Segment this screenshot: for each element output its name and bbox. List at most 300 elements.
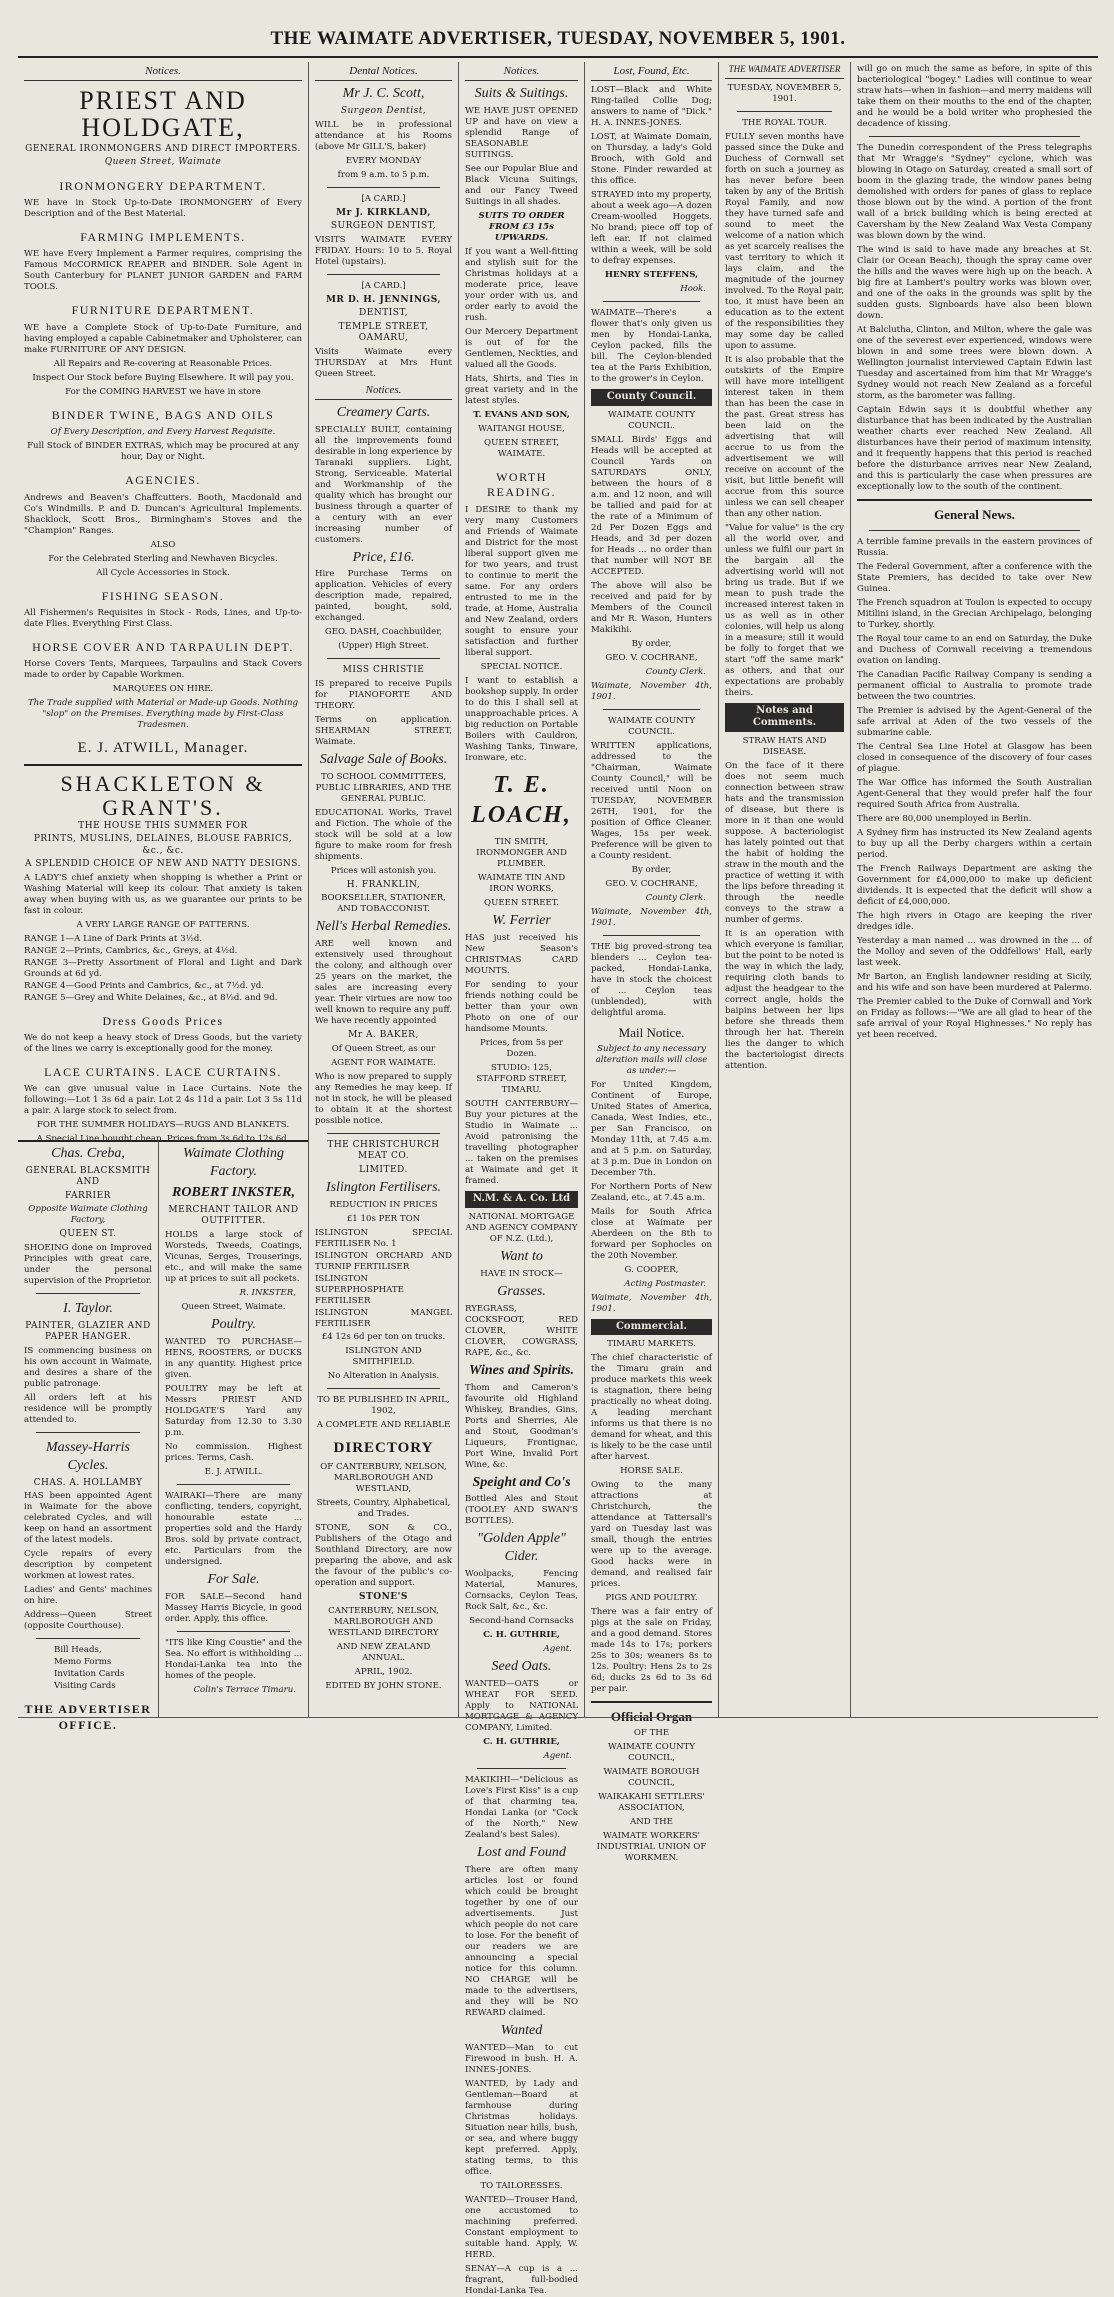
section-heading: Lost and Found <box>477 1845 566 1861</box>
section-text: Owing to the many attractions at Christchurch, the attendance at Tattersall's yard on Tuesday last was small, though the entries were up to the average. Good hacks were in demand, and realised fair prices. <box>591 1480 712 1590</box>
divider <box>36 1432 140 1433</box>
section-text: Address—Queen Street (opposite Courthouse). <box>24 1610 152 1632</box>
news-item: The Central Sea Line Hotel at Glasgow has been closed in consequence of the discovery of four cases of plague. <box>857 741 1092 774</box>
section-text: No commission. Highest prices. Terms, Cash. <box>165 1441 302 1463</box>
section-text: Opposite Waimate Clothing Factory, <box>28 1204 148 1226</box>
section-text: FOR THE SUMMER HOLIDAYS—RUGS AND BLANKETS. <box>36 1120 290 1131</box>
list-item: RANGE 3—Pretty Assortment of Floral and Light and Dark Grounds at 6d yd. <box>24 957 302 979</box>
office-footer: THE ADVERTISER OFFICE. <box>24 1702 152 1732</box>
section-text: Second-hand Cornsacks <box>469 1616 574 1627</box>
section-text: ISLINGTON AND SMITHFIELD. <box>345 1346 422 1368</box>
article-text: "Value for value" is the cry all the world over, and unless we fulfil our part in the bargain all the advertising world will not bring us trade. But if we mean to push trade the increased interest taken in us as well as in other colonies, will help us along in a measure; still it would be folly to forget that we start "off the same mark" as others, and that our expectations are probably theirs. <box>725 522 844 698</box>
section-heading: Wanted <box>500 2023 543 2039</box>
section-banner: Notes and Comments. <box>725 703 844 733</box>
section-text: LOST—Black and White Ring-tailed Collie Dog; answers to name of "Dick." H. A. INNES-JONES. <box>591 85 712 129</box>
section-text: STONE, SON & CO., Publishers of the Otago and Southland Directory, are now preparing the above, and ask the favour of the public's co-operation and support. <box>315 1523 452 1589</box>
section-text: TO BE PUBLISHED IN APRIL, 1902, <box>317 1395 450 1417</box>
divider <box>327 658 440 659</box>
news-item: The French Railways Department are asking the Government for £4,000,000 to make up deficient dividends. It is expected that the deficit will show a deficit of £4,000,000. <box>857 863 1092 907</box>
section-text: MARQUEES ON HIRE. <box>112 684 214 695</box>
price-heading: Price, £16. <box>352 549 415 565</box>
firm-name: Suits & Suitings. <box>474 86 569 102</box>
section-text: HOLDS a large stock of Worsteds, Tweeds, Coatings, Vicunas, Serges, Trouserings, etc., and will make the same up at prices to suit all pockets. <box>165 1229 302 1284</box>
section-heading: SPECIAL NOTICE. <box>480 661 563 672</box>
divider <box>869 136 1080 137</box>
section-text: POULTRY may be left at Messrs PRIEST AND HOLDGATE'S Yard any Saturday from 12.30 to 3.30 p.m. <box>165 1383 302 1438</box>
newspaper-title: THE WAIMATE ADVERTISER, TUESDAY, NOVEMBER 5, 1901. <box>270 28 846 49</box>
divider <box>603 301 700 302</box>
firm-subtitle: SURGEON DENTIST, <box>330 221 437 232</box>
signature: GEO. V. COCHRANE, <box>605 878 698 889</box>
firm-subtitle: GENERAL BLACKSMITH AND <box>25 1165 151 1188</box>
firm-subtitle: Surgeon Dentist, <box>340 105 427 116</box>
section-text: CANTERBURY, NELSON, MARLBOROUGH AND WESTLAND DIRECTORY <box>328 1606 439 1638</box>
section-text: Our Mercery Department is out of for the Gentlemen, Neckties, and valued all the Goods. <box>465 326 578 370</box>
section-text: Hats, Shirts, and Ties in great variety and in the latest styles. <box>465 373 578 406</box>
section-text: "ITS like King Coustie" and the Sea. No effort is withholding ... Hondai-Lanka tea into the homes of the people. <box>165 1637 302 1681</box>
firm-name: PRIEST AND HOLDGATE, <box>79 86 247 143</box>
firm-name: H. FRANKLIN, <box>346 879 421 890</box>
section-heading: PIGS AND POULTRY. <box>605 1593 698 1604</box>
section-text: We can give unusual value in Lace Curtains. Note the following:—Lot 1 3s 6d a pair. Lot 2 4s 11d a pair. Lot 3 5s 11d a pair. A large stock to select from. <box>24 1084 302 1117</box>
ranges-list <box>24 934 302 1004</box>
divider <box>857 499 1092 501</box>
news-item: The Premier is advised by the Agent-General of the safe arrival at Aden of the two vessels of the submarine cable. <box>857 705 1092 738</box>
list-item: RANGE 5—Grey and White Delaines, &c., at 8½d. and 9d. <box>24 992 278 1003</box>
section-heading: FURNITURE DEPARTMENT. <box>71 303 255 318</box>
divider <box>869 530 1080 531</box>
firm-address: QUEEN ST. <box>59 1229 117 1240</box>
firm-subtitle: GENERAL IRONMONGERS AND DIRECT IMPORTERS. <box>25 143 301 154</box>
section-text: Waimate, November 4th, 1901. <box>591 1292 712 1314</box>
signature: E. J. ATWILL. <box>204 1466 263 1477</box>
column-6 <box>850 62 1098 1717</box>
section-heading: Want to <box>500 1248 543 1264</box>
section-text: THE big proved-strong tea blenders ... Ceylon tea-packed, Hondai-Lanka, have in stock the choicest of ... Ceylon teas (unblended), with delightful aroma. <box>591 941 712 1018</box>
divider <box>36 1293 140 1294</box>
section-heading: Seed Oats. <box>491 1659 552 1675</box>
list-item: ISLINGTON ORCHARD AND TURNIP FERTILISER <box>315 1251 452 1273</box>
directory-heading: DIRECTORY <box>333 1440 434 1457</box>
section-text: VISITS WAIMATE EVERY FRIDAY. Hours: 10 to 5. Royal Hotel (upstairs). <box>315 234 452 267</box>
section-heading: Mail Notice. <box>618 1024 685 1040</box>
section-text: All Fishermen's Requisites in Stock - Rods, Lines, and Up-to-date Flies. Everything First Class. <box>24 607 302 629</box>
section-text: WAIMATE—There's a flower that's only given us men by Hondai-Lanka, Ceylon packed, fills the bill. The Ceylon-blended tea at the Paris Exhibition, to the grower's in Ceylon. <box>591 308 712 385</box>
firm-name: THE CHRISTCHURCH MEAT CO. <box>327 1139 440 1162</box>
list-item: Invitation Cards <box>54 1669 125 1680</box>
article-text: The Dunedin correspondent of the Press telegraphs that Mr Wragge's "Sydney" cyclone, which was blowing in Otago on Saturday, created a small sort of boom in the glazing trade, the window panes being demolished with orders for panes of glass to replace those blown out by the wind. A portion of the front wall of a brick building which is being erected at Caversham by the New Zealand Wax Vesta Company was blown down by the wind. <box>857 143 1092 241</box>
firm-name: Poultry. <box>211 1316 256 1332</box>
news-item: The high rivers in Otago are keeping the river dredges idle. <box>857 910 1092 932</box>
firm-address: Queen Street, Waimate <box>104 157 222 168</box>
firm-address: TEMPLE STREET, OAMARU, <box>338 321 429 344</box>
section-text: By order, <box>631 864 672 875</box>
firm-subtitle: FARRIER <box>65 1190 111 1201</box>
editorial-masthead: THE WAIMATE ADVERTISER <box>725 64 844 79</box>
firm-name: For Sale. <box>207 1571 260 1587</box>
firm-subtitle: A SPLENDID CHOICE OF NEW AND NATTY DESIGNS. <box>25 859 301 870</box>
firm-name: Nell's Herbal Remedies. <box>315 919 452 935</box>
section-text: WAIMATE COUNTY COUNCIL, <box>607 1741 696 1763</box>
section-text: Prices will astonish you. <box>330 865 437 876</box>
firm-name: T. E. LOACH, <box>471 771 572 829</box>
column-head: Lost, Found, Etc. <box>591 64 712 81</box>
section-heading: FARMING IMPLEMENTS. <box>80 230 246 245</box>
dentist-name: Mr J. KIRKLAND, <box>336 207 431 218</box>
section-text: GEO. DASH, Coachbuilder, <box>324 627 443 638</box>
list-item: ISLINGTON MANGEL FERTILISER <box>315 1308 452 1330</box>
column-4 <box>584 62 718 1863</box>
signature: Agent. <box>543 1751 572 1762</box>
section-text: OF CANTERBURY, NELSON, MARLBOROUGH AND WESTLAND, <box>320 1462 447 1495</box>
section-text: No Alteration in Analysis. <box>327 1371 440 1382</box>
firm-name: Salvage Sale of Books. <box>319 752 448 767</box>
section-text: WANTED—Man to cut Firewood in bush. H. A. INNES-JONES. <box>465 2043 578 2075</box>
divider <box>591 1701 712 1703</box>
signature: C. H. GUTHRIE, <box>483 1737 560 1748</box>
section-text: SMALL Birds' Eggs and Heads will be accepted at Council Yards on SATURDAYS ONLY, between the hours of 8 a.m. and 12 noon, and will be tallied and paid for at the rate of a Minimum of 2d Per Dozen Eggs and Heads, and 3d per dozen for Heads ... no order than that number will NOT BE ACCEPTED. <box>591 434 712 577</box>
section-text: See our Popular Blue and Black Vicuna Suitings, and our Fancy Tweed Suitings in all shades. <box>465 163 578 207</box>
firm-name: Creamery Carts. <box>336 404 431 420</box>
section-text: £1 10s PER TON <box>346 1214 421 1225</box>
page-bottom-rule <box>18 1717 1098 1718</box>
section-text: SPECIALLY BUILT, containing all the improvements found desirable in long experience by Taranaki suppliers. Light, Strong, Serviceable. Material and Workmanship of the quality which has brought our business through a quarter of a century with an ever increasing number of customers. <box>315 424 452 545</box>
section-text: OF THE <box>633 1727 670 1738</box>
section-text: FOR SALE—Second hand Massey Harris Bicycle, in good order. Apply, this office. <box>165 1591 302 1624</box>
column-head: Notices. <box>465 64 578 81</box>
section-text: APRIL, 1902. <box>354 1667 413 1677</box>
section-text: HAS been appointed Agent in Waimate for the above celebrated Cycles, and will keep on hand an assortment of the latest models. <box>24 1491 152 1546</box>
section-text: Woolpacks, Fencing Material, Manures, Cornsacks, Ceylon Teas, Rock Salt, &c., &c. <box>465 1569 578 1613</box>
firm-subtitle: CHAS. A. HOLLAMBY <box>33 1477 143 1488</box>
article-text: It is an operation with which everyone is familiar, but the point to be noted is the way in which the lady, requiring cloth bands to adjust the headgear to the correct angle, holds the baipins between her lips before she threads them through her hat. Therein lies the danger to which the bacteriologist directs attention. <box>725 929 844 1072</box>
section-heading: Dress Goods Prices <box>102 1013 224 1028</box>
section-text: EVERY MONDAY <box>345 155 422 166</box>
column-head: Dental Notices. <box>315 64 452 81</box>
firm-name: STONE'S <box>359 1592 408 1603</box>
column-head: Notices. <box>24 64 302 81</box>
section-text: All Repairs and Re-covering at Reasonable Prices. <box>53 358 273 369</box>
section-text: QUEEN STREET. <box>484 898 559 909</box>
column-3 <box>458 62 584 2296</box>
firm-subtitle: DENTIST, <box>359 308 408 319</box>
section-text: SENAY—A cup is a ... fragrant, full-bodied Hondai-Lanka Tea. <box>465 2264 578 2296</box>
firm-name: I. Taylor. <box>63 1300 113 1316</box>
section-heading: HORSE SALE. <box>620 1466 683 1477</box>
section-heading: AGENCIES. <box>125 473 201 488</box>
section-text: All orders left at his residence will be promptly attended to. <box>24 1392 152 1425</box>
firm-banner: N.M. & A. Co. Ltd <box>465 1191 578 1208</box>
section-text: WAIKAKAHI SETTLERS' ASSOCIATION, <box>598 1791 705 1813</box>
news-item: There are 80,000 unemployed in Berlin. <box>857 813 1032 824</box>
section-text: If you want a Well-fitting and stylish suit for the Christmas holidays at a moderate price, leave your order with us, and order early to avoid the rush. <box>465 246 578 323</box>
section-text: I want to establish a bookshop supply. In order to do this I shall sell at unapproachable prices. A big reduction on Portable Boilers with Cauldron, Washing Tanks, Tinware, Ironware, etc. <box>465 675 578 763</box>
section-text: Mails for South Africa close at Waimate per Aberdeen on the 8th to forward per Sophocles on the 20th November. <box>591 1206 712 1261</box>
list-item: Bill Heads, <box>54 1645 102 1656</box>
news-item: The Federal Government, after a conference with the State Premiers, has decided to take over New Guinea. <box>857 561 1092 594</box>
masthead <box>18 22 1098 58</box>
dentist-name: Mr J. C. Scott, <box>342 86 425 102</box>
list-item: ISLINGTON SUPERPHOSPHATE FERTILISER <box>315 1274 404 1307</box>
section-text: Inspect Our Stock before Buying Elsewhere. It will pay you. <box>32 372 294 383</box>
section-text: LOST, at Waimate Domain, on Thursday, a lady's Gold Brooch, with Gold and Stone. Finder rewarded at this office. <box>591 132 712 187</box>
signature: Acting Postmaster. <box>624 1278 706 1289</box>
section-heading: TO TAILORESSES. <box>480 2181 563 2191</box>
news-item: The War Office has informed the South Australian Agent-General that they would prefer half the four required South Africa from Australia. <box>857 777 1092 810</box>
section-text: Waimate, November 4th, 1901. <box>591 906 712 928</box>
signature: HENRY STEFFENS, <box>604 270 699 281</box>
news-item: Mr Barton, an English landowner residing at Sicily, and his wife and son have been murdered at Palermo. <box>857 971 1092 993</box>
section-heading: Official Organ <box>610 1709 693 1725</box>
firm-name: Massey-Harris Cycles. <box>46 1439 130 1473</box>
signature: County Clerk. <box>645 892 706 903</box>
divider <box>327 1388 440 1389</box>
section-text: A VERY LARGE RANGE OF PATTERNS. <box>76 919 250 930</box>
section-text: ARE well known and extensively used throughout the colony, and although over 25 years on the market, the sales are increasing every year. Their virtues are now too well known to require any puff. We have recently appointed <box>315 939 452 1027</box>
fertiliser-list <box>315 1228 452 1330</box>
section-text: WE HAVE JUST OPENED UP and have on view a splendid Range of SEASONABLE SUITINGS. <box>465 105 578 160</box>
manager-signature: E. J. ATWILL, Manager. <box>77 740 249 757</box>
article-text: FULLY seven months have passed since the Duke and Duchess of Cornwall set forth on such a journey as has never before been taken by any of the British Royal Family, and now they have turned safe and sound to meet the welcome of a nation which as yet scarcely realises the vast territory to which it lays claim, and the magnitude of the journey involved. To the Royal pair, too, it must have been an education as to the extent of the responsibilities they may some day be called upon to assume. <box>725 131 844 351</box>
section-text: Of Queen Street, as our <box>331 1043 436 1054</box>
section-text: There was a fair entry of pigs at the sale on Friday, and a good demand. Stores made 14s to 17s; porkers 25s to 30s; weaners 8s to 12s. Poultry: Hens 2s to 2s 6d; ducks 2s 6d to 3s 6d per pair. <box>591 1607 712 1695</box>
divider <box>477 1768 566 1769</box>
section-text: HAS just received his New Season's CHRISTMAS CARD MOUNTS. <box>465 933 578 977</box>
section-text: The chief characteristic of the Timaru grain and produce markets this week is stagnation, there being practically no wheat doing. A leading merchant informs us that there is no demand for wheat, and this is likely to be the case until after harvest. <box>591 1353 712 1463</box>
divider <box>327 187 440 188</box>
section-heading: Grasses. <box>497 1283 546 1299</box>
signature: Colin's Terrace Timaru. <box>193 1684 296 1695</box>
section-text: RYEGRASS, COCKSFOOT, RED CLOVER, WHITE CLOVER, COWGRASS, RAPE, &c., &c. <box>465 1303 578 1358</box>
section-text: TO SCHOOL COMMITTEES, PUBLIC LIBRARIES, AND THE GENERAL PUBLIC. <box>315 771 452 804</box>
firm-subtitle: LIMITED. <box>359 1164 408 1175</box>
section-text: SOUTH CANTERBURY—Buy your pictures at the Studio in Waimate ... Avoid patronising the travelling photographer ... taken on the premises at Waimate and get it framed. <box>465 1099 578 1187</box>
section-text: A COMPLETE AND RELIABLE <box>316 1420 451 1431</box>
section-heading: STRAW HATS AND DISEASE. <box>742 736 827 758</box>
section-text: QUEEN STREET, WAIMATE. <box>484 437 559 459</box>
section-heading: IRONMONGERY DEPARTMENT. <box>59 178 267 193</box>
section-heading: Speight and Co's <box>472 1474 571 1490</box>
section-text: I DESIRE to thank my very many Customers and Friends of Waimate and District for the most liberal support given me for two years, and trust to continue to merit the same. For any orders entrusted to me in the trade, at Home, Australia and New Zealand, orders sought to ensure your satisfaction and further liberal support. <box>465 504 578 658</box>
section-text: WANTED, by Lady and Gentleman—Board at farmhouse during Christmas holidays. Situation near hills, bush, or sea, and where buggy kept preferred. Apply, stating terms, to this office. <box>465 2079 578 2177</box>
section-text: WE have a Complete Stock of Up-to-Date Furniture, and having employed a capable Cabinetmaker and Upholsterer, can make FURNITURE OF ANY DESIGN. <box>24 322 302 355</box>
signature: County Clerk. <box>645 666 706 677</box>
editorial-date: TUESDAY, NOVEMBER 5, 1901. <box>727 82 842 104</box>
section-text: WAIMATE TIN AND IRON WORKS, <box>477 873 566 895</box>
section-text: We do not keep a heavy stock of Dress Goods, but the variety of the lines we carry is exceptionally good for the money. <box>24 1033 302 1055</box>
section-text: A LADY'S chief anxiety when shopping is whether a Print or Washing Material will keep its colour. That anxiety is taken away when buying with us, as we guarantee our prints to be fast in colour. <box>24 872 302 916</box>
section-text: Subject to any necessary alteration mails will close as under:— <box>595 1043 708 1076</box>
article-text: The wind is said to have made any breaches at St. Clair (or Ocean Beach), though the spray came over the hills and the waves were high up on the beach. A big fire at Lambert's poultry works was blown over, and one of the oaks in the grounds was split by the sudden gusts. Signboards have also been blown down. <box>857 245 1092 321</box>
firm-subtitle: THE HOUSE THIS SUMMER FOR <box>78 820 248 831</box>
article-text: Captain Edwin says it is doubtful whether any disturbance that has been indicated by the Australian weather charts ever reached New Zealand. All disturbances have their period of maximum intensity, and it frequently happens that this period is reached before the disturbance arrives near New Zealand, and this is particularly the case when pressures are exceptionally low to the south of the continent. <box>857 405 1092 492</box>
section-text: WAIRAKI—There are many conflicting, tenders, copyright, honourable estate ... properties sold and the Hardy Bros. sold by private contract, etc. Particulars from the undersigned. <box>165 1490 302 1567</box>
firm-name: W. Ferrier <box>492 913 551 929</box>
section-text: HAVE IN STOCK— <box>480 1268 563 1279</box>
column-head: Notices. <box>315 383 452 400</box>
section-text: For sending to your friends nothing could be better than your own Photo on one of our handsome Mounts. <box>465 980 578 1035</box>
section-text: REDUCTION IN PRICES <box>329 1200 438 1211</box>
section-heading: WAIMATE COUNTY COUNCIL. <box>607 715 696 737</box>
section-text: Visits Waimate every THURSDAY at Mrs Hunt Queen Street. <box>315 346 452 379</box>
section-text: Of Every Description, and Every Harvest Requisite. <box>50 427 276 438</box>
section-text: Bottled Ales and Stout (TOOLEY AND SWAN'S BOTTLES). <box>465 1494 578 1527</box>
section-text: WE have in Stock Up-to-Date IRONMONGERY of Every Description and of the Best Material. <box>24 198 302 220</box>
section-text: The above will also be received and paid for by Members of the Council and Mr R. Wason, Hunters Makikihi. <box>591 580 712 635</box>
section-text: WANTED—Trouser Hand, one accustomed to machining preferred. Constant employment to suitable hand. Apply, W. HERD. <box>465 2195 578 2260</box>
list-item: RANGE 1—A Line of Dark Prints at 3½d. <box>24 933 203 944</box>
firm-name: MISS CHRISTIE <box>342 665 425 676</box>
section-text: IS prepared to receive Pupils for PIANOFORTE AND THEORY. <box>315 679 452 711</box>
section-text: EDITED BY JOHN STONE. <box>325 1681 442 1691</box>
section-text: from 9 a.m. to 5 p.m. <box>337 169 430 180</box>
divider <box>327 1133 440 1134</box>
section-heading: BINDER TWINE, BAGS AND OILS <box>51 407 275 422</box>
news-item: Yesterday a man named ... was drowned in the ... of the Molloy and seven of the Oddfellows' Hall, early last week. <box>857 935 1092 968</box>
section-text: IS commencing business on his own account in Waimate, and desires a share of the public patronage. <box>24 1345 152 1389</box>
section-text: [A CARD.] <box>361 280 406 291</box>
section-text: WANTED TO PURCHASE—HENS, ROOSTERS, or DUCKS in any quantity. Highest price given. <box>165 1336 302 1380</box>
firm-name: T. EVANS AND SON, <box>473 409 570 420</box>
section-text: Streets, Country, Alphabetical, and Trades. <box>316 1498 451 1520</box>
section-text: Full Stock of BINDER EXTRAS, which may be procured at any hour, Day or Night. <box>27 441 299 463</box>
divider <box>36 1638 140 1639</box>
divider <box>24 764 302 766</box>
section-text: For the Celebrated Sterling and Newhaven Bicycles. <box>48 553 278 564</box>
section-text: NATIONAL MORTGAGE AND AGENCY COMPANY OF N.Z. (Ltd.), <box>465 1211 578 1244</box>
signature: R. INKSTER, <box>239 1287 296 1298</box>
column-5 <box>718 62 850 1717</box>
section-text: AND NEW ZEALAND ANNUAL. <box>336 1642 431 1663</box>
section-text: Hire Purchase Terms on application. Vehicles of every description made, repaired, painted, bought, sold, exchanged. <box>315 569 452 624</box>
firm-subtitle: PAINTER, GLAZIER AND PAPER HANGER. <box>25 1320 151 1343</box>
firm-name: Chas. Creba, <box>51 1146 125 1161</box>
section-text: WAIMATE BOROUGH COUNCIL, <box>603 1766 700 1788</box>
section-text: WAITANGI HOUSE, <box>478 423 565 434</box>
column-1-lower <box>18 1140 158 1732</box>
section-heading: Wines and Spirits. <box>469 1362 574 1378</box>
section-heading: WAIMATE COUNTY COUNCIL. <box>607 409 696 431</box>
article-text: will go on much the same as before, in spite of this bacteriological "bogey." Ladies will continue to wear straw hats—when in fashion—and merry maidens will take them on their mouths to the end of the chapter, and he would be a bold writer who prophesied the decadence of kissing. <box>857 64 1092 129</box>
section-text: For the COMING HARVEST we have in store <box>65 386 261 397</box>
list-item: ISLINGTON SPECIAL FERTILISER No. 1 <box>315 1228 452 1250</box>
section-text: £4 12s 6d per ton on trucks. <box>321 1332 446 1343</box>
firm-subtitle: PRINTS, MUSLINS, DELAINES, BLOUSE FABRICS, &c., &c. <box>33 834 293 856</box>
section-text: All Cycle Accessories in Stock. <box>96 567 230 578</box>
news-item: The Canadian Pacific Railway Company is sending a permanent official to Australia to promote trade between the two countries. <box>857 669 1092 702</box>
section-text: Terms on application. SHEARMAN STREET, Waimate. <box>315 715 452 747</box>
section-text: Prices, from 5s per Dozen. <box>479 1038 564 1060</box>
section-text: By order, <box>631 638 672 649</box>
dentist-name: MR D. H. JENNINGS, <box>325 294 442 305</box>
section-heading: TIMARU MARKETS. <box>607 1339 696 1350</box>
column-2-lower <box>158 1140 308 1717</box>
section-text: [A CARD.] <box>361 193 406 204</box>
divider <box>737 111 832 112</box>
list-item: RANGE 2—Prints, Cambrics, &c., Greys, at 4½d. <box>24 945 238 956</box>
section-heading: THE ROYAL TOUR. <box>742 117 827 128</box>
list-item: Visiting Cards <box>54 1681 116 1692</box>
section-text: EDUCATIONAL Works, Travel and Fiction. The whole of the stock will be sold at a low figure to make room for fresh shipments. <box>315 807 452 862</box>
section-heading: HORSE COVER AND TARPAULIN DEPT. <box>32 639 294 654</box>
list-item: RANGE 4—Good Prints and Cambrics, &c., at 7½d. yd. <box>24 980 264 991</box>
section-text: SHOEING done on Improved Principles with great care, under the personal supervision of the Proprietor. <box>24 1242 152 1286</box>
news-item: A terrible famine prevails in the eastern provinces of Russia. <box>857 536 1092 558</box>
section-text: WANTED—OATS or WHEAT FOR SEED. Apply to NATIONAL MORTGAGE & AGENCY COMPANY, Limited. <box>465 1679 578 1734</box>
section-text: STUDIO: 125, STAFFORD STREET, TIMARU. <box>476 1063 567 1096</box>
section-text: WE have Every Implement a Farmer requires, comprising the Famous McCORMICK REAPER and BINDER. Sole Agent in South Canterbury for PLANET JUNIOR GARDEN and FARM TOOLS. <box>24 249 302 293</box>
divider <box>603 935 700 936</box>
section-heading: General News. <box>934 507 1015 522</box>
news-item: The Premier cabled to the Duke of Cornwall and York on Friday as follows:—"We are all glad to hear of the safe arrival of your Royal Highnesses." No reply has yet been received. <box>857 996 1092 1040</box>
firm-subtitle: MERCHANT TAILOR AND OUTFITTER. <box>168 1204 299 1227</box>
section-text: WILL be in professional attendance at his Rooms (above Mr GILL'S, baker) <box>315 119 452 152</box>
section-text: AGENT FOR WAIMATE. <box>331 1057 436 1068</box>
section-text: TIN SMITH, IRONMONGER AND PLUMBER. <box>476 837 567 870</box>
article-text: It is also probable that the outskirts of the Empire will have more intelligent interest taken in them than has been the case in the past. Great stress has been laid on the advertising that will accrue to us from the advertisement we will receive on account of the visit, but little benefit will accrue from this source unless we can sell cheaper than any other nation. <box>725 354 844 519</box>
divider <box>177 1484 290 1485</box>
article-text: On the face of it there does not seem much connection between straw hats and the transmission of disease, but there is more in it than one would suppose. A bacteriologist has lately pointed out that the habit of holding the straw in the mouth and the practice of wetting it with the lips before threading it through the needle conveys to the straw a number of germs. <box>725 761 844 926</box>
signature: G. COOPER, <box>624 1264 679 1275</box>
section-banner: Commercial. <box>591 1319 712 1336</box>
section-text: Horse Covers Tents, Marquees, Tarpaulins and Stack Covers made to order by Capable Workmen. <box>24 659 302 681</box>
article-text: At Balclutha, Clinton, and Milton, where the gale was one of the severest ever experienced, windows were blown in and some trees were blown down. A Wellington journalist interviewed Captain Edwin last Tuesday and ascertained from him that Mr Wragge's Sydney would not reach New Zealand as a forceful storm, as the barometer was falling. <box>857 325 1092 401</box>
firm-name: Mr A. BAKER, <box>348 1030 419 1041</box>
section-heading: WORTH READING. <box>487 469 556 500</box>
section-text: BOOKSELLER, STATIONER, AND TOBACCONIST. <box>321 893 446 915</box>
divider <box>177 1631 290 1632</box>
section-text: Queen Street, Waimate. <box>181 1301 286 1312</box>
section-heading: LACE CURTAINS. LACE CURTAINS. <box>44 1065 282 1080</box>
news-item: A Sydney firm has instructed its New Zealand agents to buy up all the Derby chargers within a certain period. <box>857 827 1092 860</box>
section-text: For United Kingdom, Continent of Europe, United States of America, Canada, West Indies, etc., per San Francisco, on Monday 11th, at 7.45 a.m. and at 5 p.m. on Saturday, at 3 p.m. Due in London on December 7th. <box>591 1079 712 1178</box>
divider <box>603 709 700 710</box>
section-text: There are often many articles lost or found which could be brought together by one of our advertisements. Just which people do not care to lose. For the benefit of our readers we are announcing a special notice for this column. NO CHARGE will be made to the advertisers, and they will be NO REWARD claimed. <box>465 1865 578 2019</box>
signature: GEO. V. COCHRANE, <box>605 652 698 663</box>
section-heading: FISHING SEASON. <box>101 588 225 603</box>
news-item: The French squadron at Toulon is expected to occupy Mitilini island, in the Grecian Archipelago, belonging to Turkey, shortly. <box>857 597 1092 630</box>
section-text: WRITTEN applications, addressed to the "Chairman, Waimate County Council," will be received until Noon on TUESDAY, NOVEMBER 26TH, 1901, for the position of Office Cleaner. Wages, 15s per week. Preference will be given to a County resident. <box>591 740 712 861</box>
firm-name: Islington Fertilisers. <box>325 1180 442 1196</box>
list-item: Memo Forms <box>54 1657 112 1668</box>
column-2 <box>308 62 458 1717</box>
section-heading: "Golden Apple" Cider. <box>477 1531 566 1565</box>
section-text: STRAYED into my property, about a week ago—A dozen Cream-woolled Hoggets. No brand; piece off top of left ear. If not claimed within a week, will be sold to defray expenses. <box>591 190 712 267</box>
office-items <box>24 1645 152 1692</box>
signature: Hook. <box>680 284 706 295</box>
section-text: The Trade supplied with Material or Made-up Goods. Nothing "slop" on the Premises. Everything made by First-Class Tradesmen. <box>27 698 299 731</box>
section-text: WAIMATE WORKERS' INDUSTRIAL UNION OF WORKMEN. <box>596 1830 707 1863</box>
section-text: MAKIKIHI—"Delicious as Love's First Kiss" is a cup of that charming tea, Hondai Lanka (or "Cock of the North," New Zealand's best Sales). <box>465 1775 578 1841</box>
section-text: Ladies' and Gents' machines on hire. <box>24 1585 152 1607</box>
section-text: AND THE <box>630 1816 673 1827</box>
section-banner: County Council. <box>591 389 712 406</box>
firm-name: ROBERT INKSTER, <box>172 1184 295 1200</box>
section-text: Thom and Cameron's favourite old Highland Whiskey, Brandies, Gins, Ports and Sherries, Ale and Stout, Goodman's Liqueurs, Frontignac, Port Wine, Invalid Port Wine, &c. <box>465 1382 578 1470</box>
section-text: Waimate, November 4th, 1901. <box>591 680 712 702</box>
section-text: (Upper) High Street. <box>338 641 429 652</box>
divider <box>327 274 440 275</box>
section-text: Andrews and Beaven's Chaffcutters. Booth, Macdonald and Co's Windmills. P. and D. Duncan's Agricultural Implements. Shacklock, Scott Bros., Birmingham's Stoves and the "Champion" Ranges. <box>24 492 302 536</box>
section-text: Cycle repairs of every description by competent workmen at lowest rates. <box>24 1549 152 1582</box>
news-item: The Royal tour came to an end on Saturday, the Duke and Duchess of Cornwall receiving a tremendous ovation on landing. <box>857 633 1092 666</box>
signature: C. H. GUTHRIE, <box>483 1630 560 1641</box>
firm-name: Waimate Clothing Factory. <box>183 1146 284 1179</box>
section-text: Who is now prepared to supply any Remedies he may keep. If not in stock, he will be pleased to obtain it at the shortest possible notice. <box>315 1071 452 1126</box>
firm-name: SHACKLETON & GRANT'S. <box>60 771 266 820</box>
section-text: ALSO <box>150 539 176 550</box>
section-text: For Northern Ports of New Zealand, etc., at 7.45 a.m. <box>591 1181 712 1203</box>
